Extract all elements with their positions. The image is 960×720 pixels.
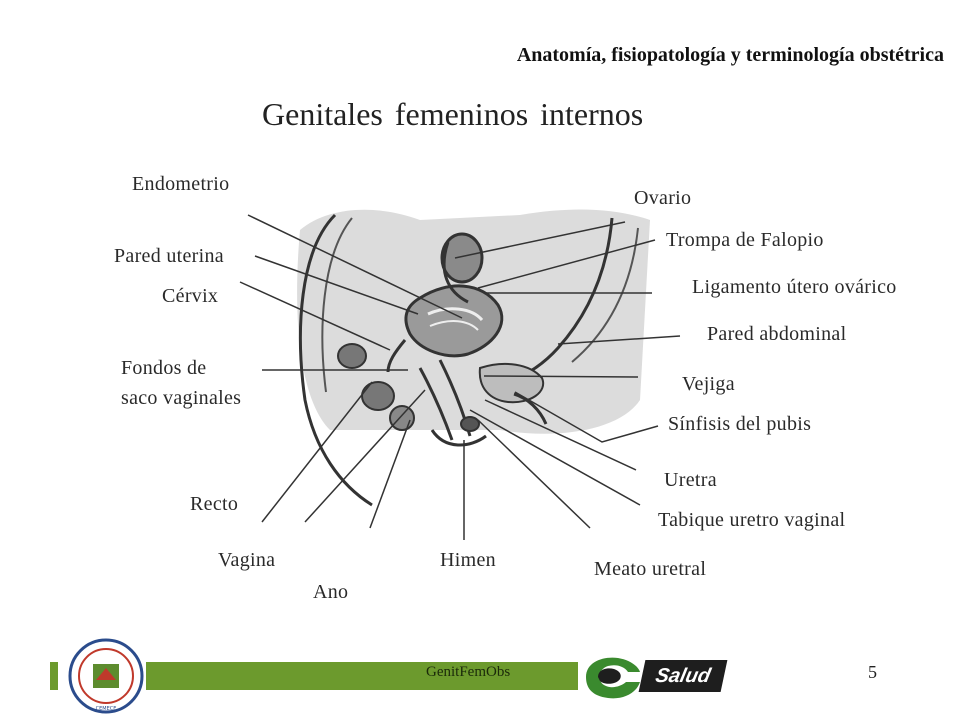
label-trompa: Trompa de Falopio — [666, 229, 824, 251]
label-himen: Himen — [440, 549, 496, 571]
header-subtitle: Anatomía, fisiopatología y terminología obstétrica — [516, 44, 944, 66]
footer-bar — [146, 662, 578, 690]
label-pared-abdominal: Pared abdominal — [707, 323, 847, 345]
leader-meato — [478, 420, 590, 528]
leader-vejiga — [484, 376, 638, 377]
label-tabique: Tabique uretro vaginal — [658, 509, 846, 531]
label-pared-uterina: Pared uterina — [114, 245, 224, 267]
label-endometrio: Endometrio — [132, 173, 230, 195]
label-meato: Meato uretral — [594, 558, 707, 580]
label-fondos-line1: Fondos de — [121, 357, 207, 379]
label-uretra: Uretra — [664, 469, 717, 491]
label-sinfisis: Sínfisis del pubis — [668, 413, 812, 435]
label-ligamento: Ligamento útero ovárico — [692, 276, 897, 298]
page-number: 5 — [868, 662, 877, 682]
salud-wordmark: Salud — [639, 660, 728, 692]
leader-ano — [370, 420, 410, 528]
label-cervix: Cérvix — [162, 285, 219, 307]
label-vejiga: Vejiga — [682, 373, 735, 395]
label-fondos-line2: saco vaginales — [121, 387, 242, 409]
label-ano: Ano — [313, 581, 349, 603]
footer-code: GenitFemObs — [426, 664, 511, 680]
footer-accent-left — [50, 662, 58, 690]
label-vagina: Vagina — [218, 549, 276, 571]
emblem-text: CEMECE — [95, 706, 117, 712]
cemece-emblem-icon — [66, 636, 146, 716]
slide-title: Genitales femeninos internos — [262, 96, 644, 132]
label-recto: Recto — [190, 493, 239, 515]
label-ovario: Ovario — [634, 187, 692, 209]
